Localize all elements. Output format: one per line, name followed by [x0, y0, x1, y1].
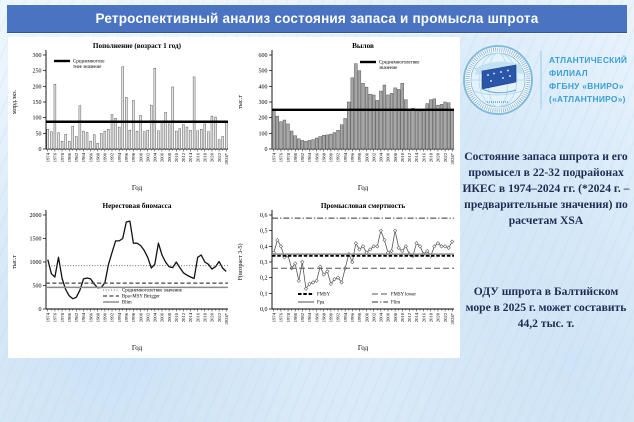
- svg-text:200: 200: [32, 84, 42, 91]
- svg-text:1994: 1994: [116, 313, 122, 323]
- org-name-line: ФИЛИАЛ: [549, 67, 588, 78]
- svg-text:300: 300: [258, 100, 268, 106]
- svg-text:500: 500: [258, 68, 268, 75]
- svg-text:1986: 1986: [314, 313, 320, 323]
- svg-text:1986: 1986: [88, 313, 94, 323]
- svg-text:2000: 2000: [364, 313, 370, 323]
- chart-recruitment-plot: [8, 37, 234, 197]
- svg-text:0,5: 0,5: [260, 228, 268, 235]
- svg-text:2008: 2008: [392, 153, 398, 163]
- svg-text:1974: 1974: [271, 313, 277, 323]
- svg-text:2006: 2006: [385, 153, 391, 163]
- svg-text:150: 150: [32, 100, 42, 106]
- svg-text:2014: 2014: [414, 153, 420, 163]
- svg-text:Среднемноголетнее: Среднемноголетнее: [379, 60, 420, 66]
- svg-text:2006: 2006: [159, 313, 165, 323]
- svg-text:1980: 1980: [66, 153, 72, 163]
- svg-text:1996: 1996: [123, 153, 129, 163]
- svg-text:Bpa=MSY Btrigger: Bpa=MSY Btrigger: [122, 294, 160, 300]
- svg-text:1978: 1978: [285, 313, 291, 323]
- svg-text:2002: 2002: [145, 153, 151, 163]
- svg-text:2018: 2018: [428, 153, 434, 163]
- svg-text:1982: 1982: [74, 313, 80, 323]
- svg-text:2006: 2006: [385, 313, 391, 323]
- svg-text:2010: 2010: [173, 313, 179, 323]
- org-name-line: («АТЛАНТНИРО»): [549, 94, 626, 105]
- svg-text:Год: Год: [131, 344, 143, 352]
- svg-text:1974: 1974: [271, 153, 277, 163]
- svg-text:1982: 1982: [300, 313, 306, 323]
- svg-text:2024*: 2024*: [223, 153, 229, 165]
- svg-text:1974: 1974: [45, 153, 51, 163]
- svg-text:1976: 1976: [52, 153, 58, 163]
- svg-text:1976: 1976: [278, 313, 284, 323]
- svg-text:FMSY lower: FMSY lower: [391, 292, 417, 298]
- svg-text:2002: 2002: [145, 313, 151, 323]
- svg-text:1998: 1998: [131, 313, 137, 323]
- svg-text:2016: 2016: [195, 153, 201, 163]
- svg-text:0,4: 0,4: [260, 244, 268, 251]
- svg-text:1996: 1996: [349, 153, 355, 163]
- svg-text:1978: 1978: [59, 153, 65, 163]
- svg-text:1000: 1000: [29, 260, 42, 266]
- atlantniro-emblem-logo: [462, 44, 534, 116]
- svg-text:0,2: 0,2: [260, 275, 268, 282]
- svg-text:0: 0: [38, 307, 42, 313]
- svg-text:FMSY: FMSY: [317, 292, 331, 298]
- right-column: [462, 42, 630, 332]
- svg-text:1982: 1982: [300, 153, 306, 163]
- svg-text:Flim: Flim: [391, 300, 401, 306]
- svg-text:2022: 2022: [216, 153, 222, 163]
- svg-text:значение: значение: [379, 66, 398, 71]
- svg-text:2018: 2018: [428, 313, 434, 323]
- svg-text:2018: 2018: [202, 313, 208, 323]
- svg-text:2006: 2006: [159, 153, 165, 163]
- svg-text:1976: 1976: [278, 153, 284, 163]
- svg-text:2016: 2016: [421, 313, 427, 323]
- svg-text:0,3: 0,3: [260, 260, 268, 266]
- svg-text:2002: 2002: [371, 153, 377, 163]
- svg-text:500: 500: [32, 283, 42, 290]
- svg-text:1992: 1992: [335, 313, 341, 323]
- svg-text:2012: 2012: [407, 153, 413, 163]
- svg-text:250: 250: [32, 68, 42, 75]
- svg-text:2010: 2010: [399, 313, 405, 323]
- org-name-line: АТЛАНТИЧЕСКИЙ: [549, 54, 628, 65]
- svg-text:1984: 1984: [81, 153, 87, 163]
- svg-text:1988: 1988: [95, 313, 101, 323]
- svg-text:Среднемноголетнее значение: Среднемноголетнее значение: [122, 288, 182, 294]
- svg-text:50: 50: [35, 131, 42, 138]
- svg-text:Среднемноголе: Среднемноголе: [73, 59, 105, 65]
- svg-text:1982: 1982: [74, 153, 80, 163]
- svg-text:1500: 1500: [29, 236, 42, 243]
- svg-text:0,0: 0,0: [260, 307, 268, 313]
- svg-text:Пополнение (возраст 1 год): Пополнение (возраст 1 год): [92, 42, 182, 50]
- svg-text:2016: 2016: [195, 313, 201, 323]
- svg-text:2012: 2012: [181, 313, 187, 323]
- svg-text:1980: 1980: [66, 313, 72, 323]
- chart-recruitment: [8, 37, 234, 197]
- svg-text:2024*: 2024*: [449, 153, 455, 165]
- svg-text:1986: 1986: [314, 153, 320, 163]
- svg-text:2008: 2008: [166, 313, 172, 323]
- svg-text:1996: 1996: [349, 313, 355, 323]
- svg-text:Год: Год: [131, 184, 143, 192]
- svg-text:Год: Год: [357, 344, 369, 352]
- svg-text:1980: 1980: [292, 313, 298, 323]
- charts-panel: [8, 37, 460, 358]
- svg-text:2016: 2016: [421, 153, 427, 163]
- svg-text:2008: 2008: [392, 313, 398, 323]
- svg-text:Промысловая смертность: Промысловая смертность: [320, 202, 406, 210]
- svg-text:1992: 1992: [109, 153, 115, 163]
- svg-text:2014: 2014: [188, 153, 194, 163]
- svg-text:2022: 2022: [442, 153, 448, 163]
- svg-text:2010: 2010: [173, 153, 179, 163]
- svg-text:1990: 1990: [328, 153, 334, 163]
- chart-fishing-mortality: [234, 197, 460, 357]
- svg-text:2002: 2002: [371, 313, 377, 323]
- svg-text:2004: 2004: [152, 313, 158, 323]
- svg-text:Fpa: Fpa: [317, 300, 325, 306]
- svg-text:1978: 1978: [285, 153, 291, 163]
- title-bar: [7, 5, 627, 33]
- svg-text:2024*: 2024*: [449, 313, 455, 325]
- svg-text:1984: 1984: [307, 313, 313, 323]
- chart-spawning-biomass: [8, 197, 234, 357]
- org-logo-block: [462, 42, 630, 118]
- svg-text:2020: 2020: [209, 153, 215, 163]
- svg-text:100: 100: [258, 131, 268, 138]
- chart-fishing-mortality-plot: [234, 197, 460, 357]
- svg-text:1976: 1976: [52, 313, 58, 323]
- chart-spawning-biomass-plot: [8, 197, 234, 357]
- svg-text:0,6: 0,6: [260, 213, 268, 219]
- chart-catch: [234, 37, 460, 197]
- svg-text:0: 0: [38, 147, 42, 153]
- svg-text:2020: 2020: [209, 313, 215, 323]
- svg-text:2020: 2020: [435, 153, 441, 163]
- svg-text:2004: 2004: [378, 313, 384, 323]
- svg-text:Вылов: Вылов: [352, 42, 374, 50]
- svg-text:2024*: 2024*: [223, 313, 229, 325]
- svg-text:100: 100: [32, 115, 42, 122]
- svg-text:тыс.т: тыс.т: [11, 255, 18, 269]
- svg-text:2014: 2014: [188, 313, 194, 323]
- svg-text:1984: 1984: [307, 153, 313, 163]
- svg-text:Год: Год: [357, 184, 369, 192]
- svg-text:2012: 2012: [407, 313, 413, 323]
- svg-text:2012: 2012: [181, 153, 187, 163]
- svg-text:2022: 2022: [442, 313, 448, 323]
- svg-text:2000: 2000: [138, 153, 144, 163]
- org-name-line: ФГБНУ «ВНИРО»: [549, 81, 624, 91]
- svg-text:2014: 2014: [414, 313, 420, 323]
- svg-text:тнее значение: тнее значение: [73, 65, 102, 70]
- svg-text:1992: 1992: [335, 153, 341, 163]
- svg-text:1978: 1978: [59, 313, 65, 323]
- svg-text:1996: 1996: [123, 313, 129, 323]
- svg-text:Blim: Blim: [122, 300, 132, 306]
- org-name: [549, 54, 627, 106]
- svg-text:Нерестовая биомасса: Нерестовая биомасса: [102, 202, 172, 210]
- svg-text:1984: 1984: [81, 313, 87, 323]
- svg-text:1986: 1986: [88, 153, 94, 163]
- svg-text:1998: 1998: [131, 153, 137, 163]
- svg-text:1990: 1990: [102, 153, 108, 163]
- svg-text:2018: 2018: [202, 153, 208, 163]
- svg-text:1998: 1998: [357, 313, 363, 323]
- svg-text:1980: 1980: [292, 153, 298, 163]
- svg-text:2010: 2010: [399, 153, 405, 163]
- svg-text:1974: 1974: [45, 313, 51, 323]
- svg-text:2004: 2004: [152, 153, 158, 163]
- svg-text:1998: 1998: [357, 153, 363, 163]
- emblem-icon: [462, 44, 534, 116]
- svg-text:2000: 2000: [138, 313, 144, 323]
- svg-text:1988: 1988: [321, 313, 327, 323]
- svg-text:1992: 1992: [109, 313, 115, 323]
- logo-divider: [540, 51, 542, 109]
- svg-text:тыс.т: тыс.т: [237, 95, 244, 109]
- svg-text:0,1: 0,1: [260, 291, 268, 298]
- slide-title: Ретроспективный анализ состояния запаса и промысла шпрота: [95, 11, 539, 26]
- svg-text:300: 300: [32, 53, 42, 59]
- svg-text:200: 200: [258, 115, 268, 122]
- svg-text:1988: 1988: [95, 153, 101, 163]
- svg-text:2022: 2022: [216, 313, 222, 323]
- svg-text:1990: 1990: [102, 313, 108, 323]
- note-tac-2025: ОДУ шпрота в Балтийском море в 2025 г. может составить 44,2 тыс. т.: [465, 284, 627, 330]
- chart-catch-plot: [234, 37, 460, 197]
- svg-text:млрд.экз.: млрд.экз.: [11, 89, 18, 115]
- svg-text:2000: 2000: [364, 153, 370, 163]
- svg-text:1988: 1988: [321, 153, 327, 163]
- svg-text:F(возраст 3-5): F(возраст 3-5): [237, 243, 244, 281]
- svg-text:1994: 1994: [342, 313, 348, 323]
- svg-text:1994: 1994: [116, 153, 122, 163]
- svg-text:2020: 2020: [435, 313, 441, 323]
- svg-text:2008: 2008: [166, 153, 172, 163]
- svg-text:2004: 2004: [378, 153, 384, 163]
- svg-text:1994: 1994: [342, 153, 348, 163]
- svg-text:0: 0: [264, 147, 268, 153]
- svg-text:600: 600: [258, 53, 268, 59]
- svg-text:2000: 2000: [29, 213, 42, 219]
- svg-text:1990: 1990: [328, 313, 334, 323]
- note-stock-status: Состояние запаса шпрота и его промысел в 22-32 подрайонах ИКЕС в 1974–2024 гг. (*2024 г. – предварительные значения) по расчетам XSA: [462, 150, 630, 227]
- svg-text:400: 400: [258, 84, 268, 91]
